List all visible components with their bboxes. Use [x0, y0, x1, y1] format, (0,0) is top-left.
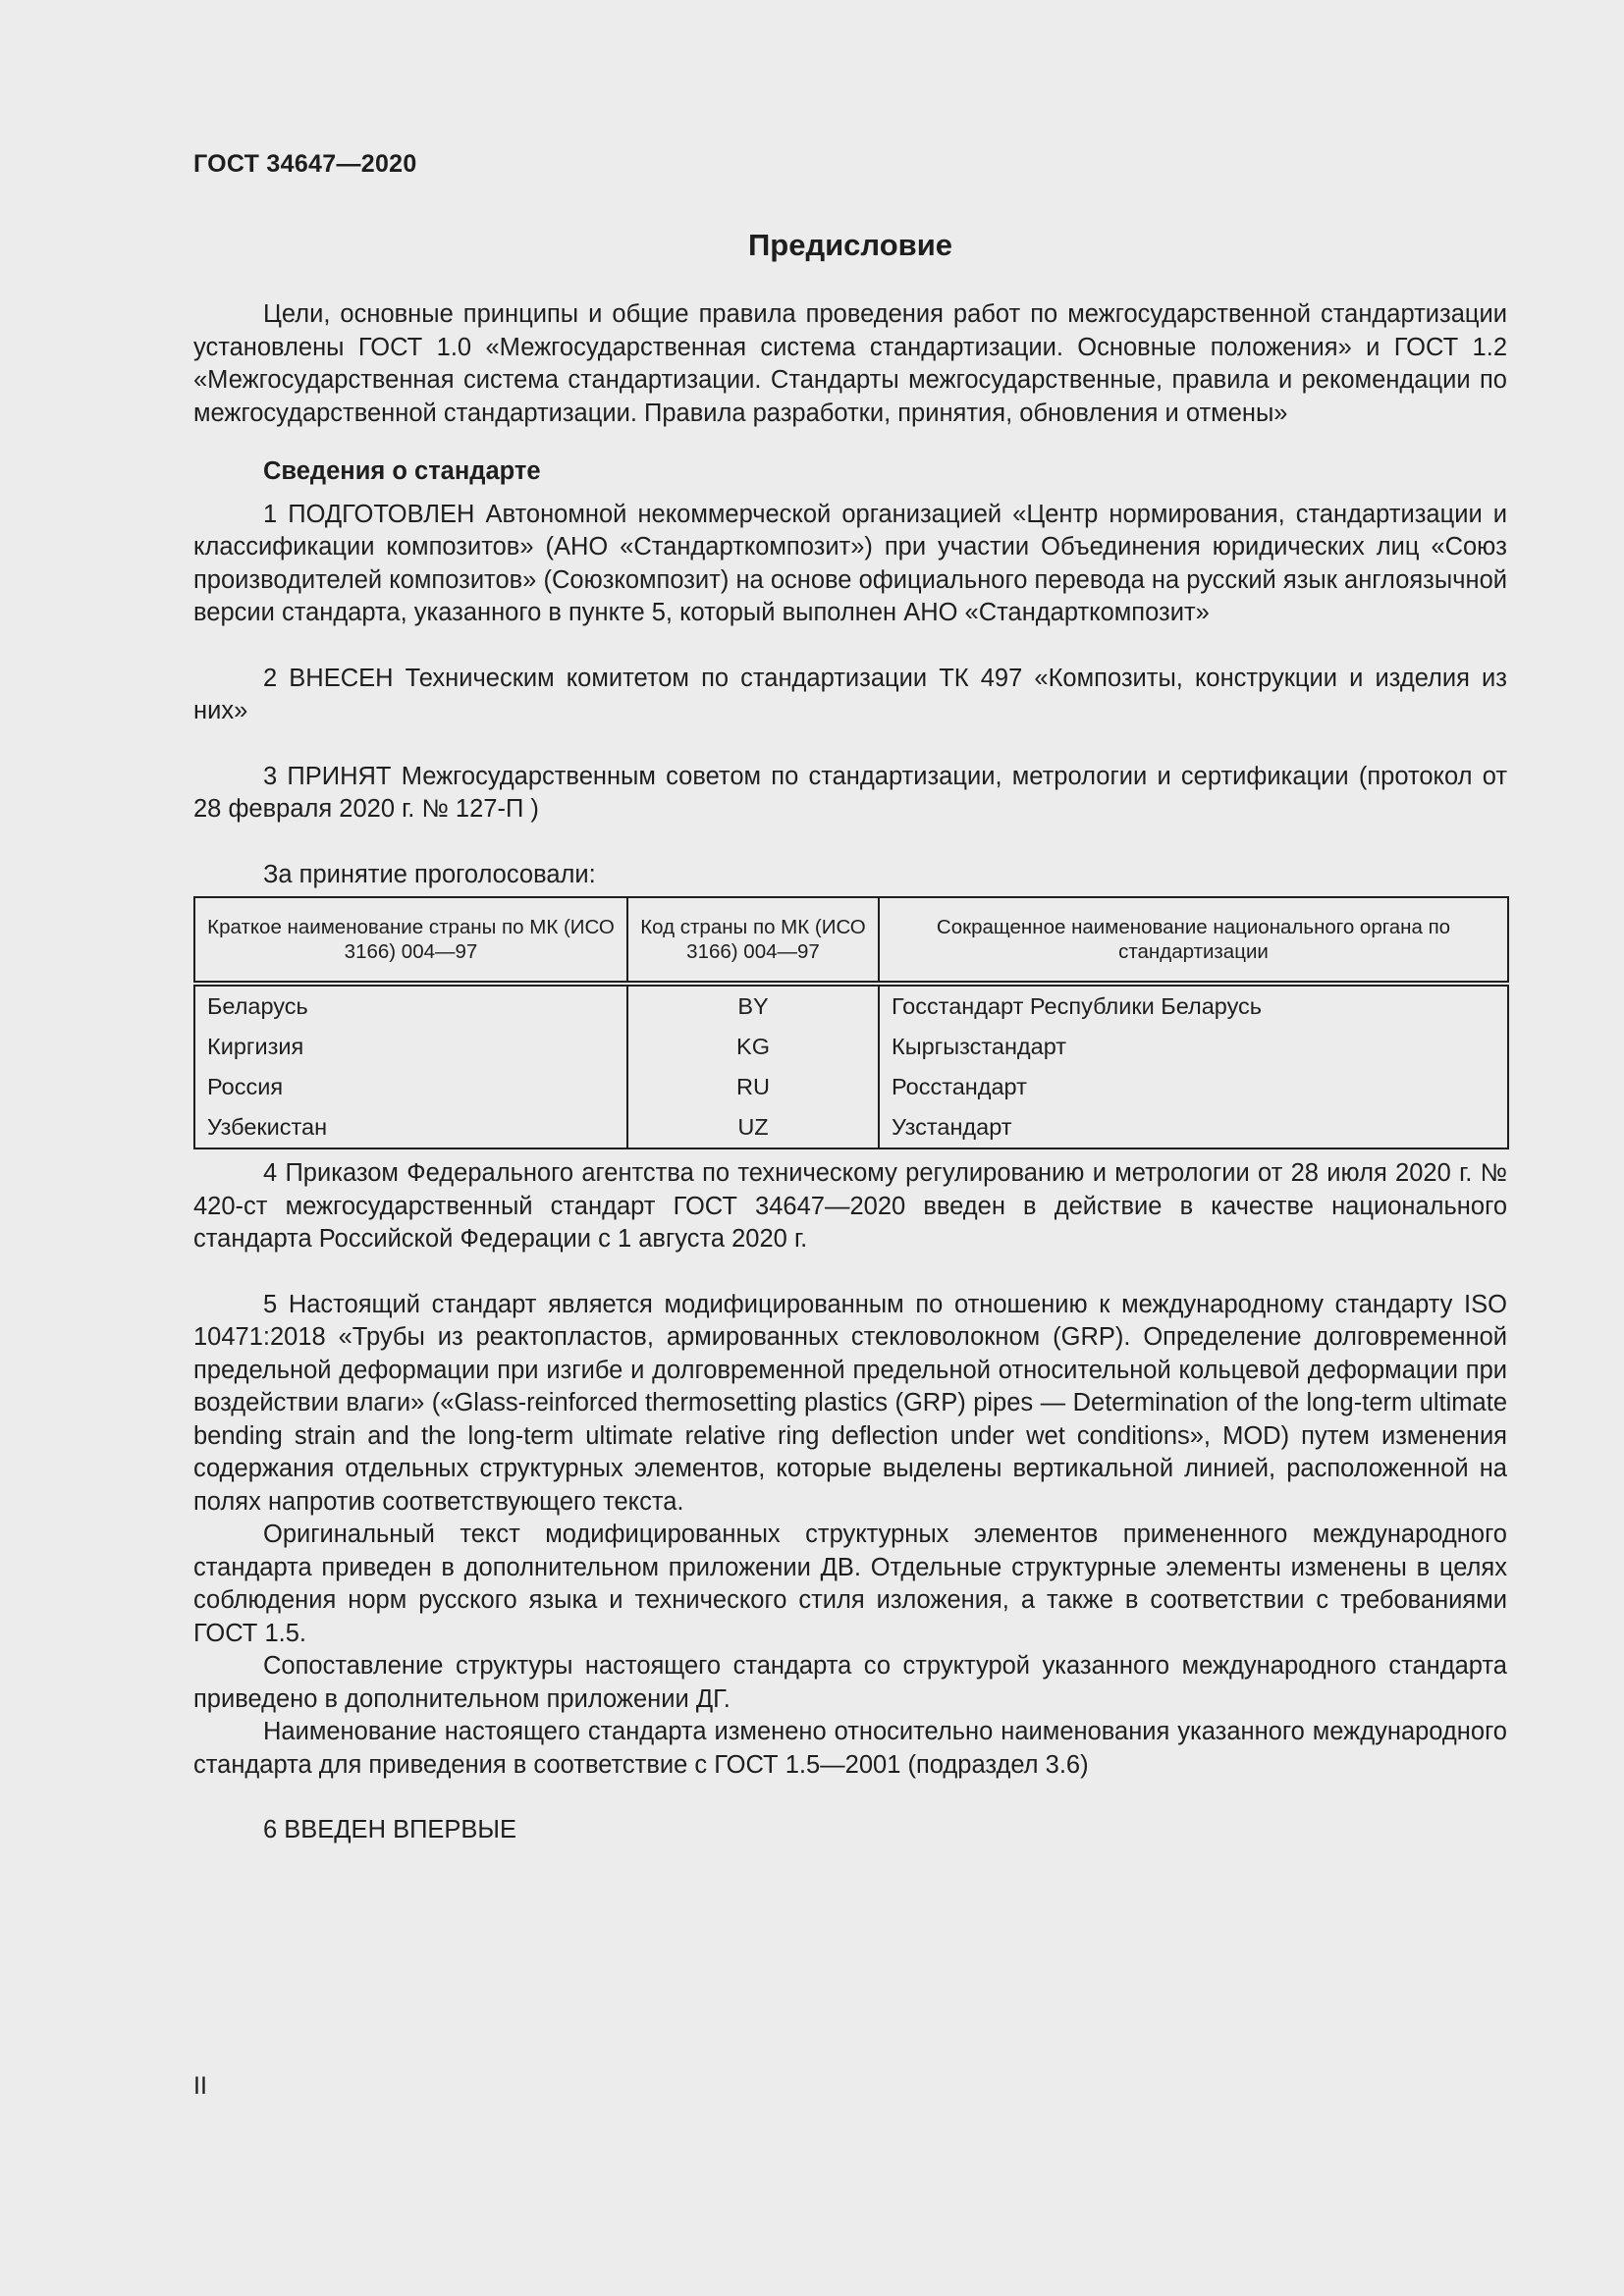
table-cell-body: Кыргызстандарт: [879, 1027, 1508, 1067]
table-cell-code: BY: [627, 984, 879, 1027]
table-cell-body: Узстандарт: [879, 1107, 1508, 1148]
table-header-country: Краткое наименование страны по МК (ИСО 3166) 004—97: [194, 897, 627, 984]
page-title: Предисловие: [747, 228, 952, 262]
table-cell-body: Росстандарт: [879, 1067, 1508, 1107]
item-4-paragraph: 4 Приказом Федерального агентства по техническому регулированию и метрологии от 28 июля 2020 г. № 420-ст межгосударственный стандарт ГОСТ 34647—2020 введен в действие в качестве национального стандарта Российской Федерации с 1 августа 2020 г.: [193, 1159, 1507, 1253]
table-cell-country: Узбекистан: [194, 1107, 627, 1148]
table-cell-country: Россия: [194, 1067, 627, 1107]
table-header-row: [194, 897, 1508, 984]
item-6-paragraph: 6 ВВЕДЕН ВПЕРВЫЕ: [263, 1816, 517, 1843]
item-3-paragraph: 3 ПРИНЯТ Межгосударственным советом по стандартизации, метрологии и сертификации (протокол от 28 февраля 2020 г. № 127-П ): [193, 762, 1507, 823]
document-page: [193, 147, 1507, 1847]
table-cell-country: Киргизия: [194, 1027, 627, 1067]
table-row: [194, 1107, 1508, 1148]
intro-paragraph: Цели, основные принципы и общие правила проведения работ по межгосударственной стандартизации установлены ГОСТ 1.0 «Межгосударственная система стандартизации. Основные положения» и ГОСТ 1.2 «Межгосударственная система стандартизации. Стандарты межгосударственные, правила и рекомендации по межгосударственной стандартизации. Правила разработки, принятия, обновления и отмены»: [193, 300, 1507, 427]
table-row: [194, 1067, 1508, 1107]
page-number: II: [193, 2072, 207, 2100]
item-5-paragraph-2: Оригинальный текст модифицированных структурных элементов примененного международного стандарта приведен в дополнительном приложении ДВ. Отдельные структурные элементы изменены в целях соблюдения норм русского языка и технического стиля изложения, а также в соответствии с требованиями ГОСТ 1.5.: [193, 1521, 1507, 1647]
voting-table: [193, 896, 1509, 1149]
table-cell-code: KG: [627, 1027, 879, 1067]
table-row: [194, 984, 1508, 1027]
section-heading: Сведения о стандарте: [263, 457, 541, 485]
table-header-code: Код страны по МК (ИСО 3166) 004—97: [627, 897, 879, 984]
item-5-paragraph-3: Сопоставление структуры настоящего стандарта со структурой указанного международного стандарта приведено в дополнительном приложении ДГ.: [193, 1652, 1507, 1713]
table-header-body: Сокращенное наименование национального органа по стандартизации: [879, 897, 1508, 984]
table-row: [194, 1027, 1508, 1067]
table-cell-code: UZ: [627, 1107, 879, 1148]
item-2-paragraph: 2 ВНЕСЕН Техническим комитетом по стандартизации ТК 497 «Композиты, конструкции и изделия из них»: [193, 664, 1507, 724]
voted-label: За принятие проголосовали:: [263, 860, 596, 888]
item-5-paragraph-4: Наименование настоящего стандарта изменено относительно наименования указанного международного стандарта для приведения в соответствие с ГОСТ 1.5—2001 (подраздел 3.6): [193, 1718, 1507, 1779]
table-cell-body: Госстандарт Республики Беларусь: [879, 984, 1508, 1027]
document-code: ГОСТ 34647—2020: [193, 150, 417, 178]
table-cell-country: Беларусь: [194, 984, 627, 1027]
item-5-paragraph: 5 Настоящий стандарт является модифицированным по отношению к международному стандарту ISO 10471:2018 «Трубы из реактопластов, армированных стекловолокном (GRP). Определение долговременной предельной деформации при изгибе и долговременной предельной относительной кольцевой деформации при воздействии влаги» («Glass-reinforced thermosetting plastics (GRP) pipes — Determination of the long-term ultimate bending strain and the long-term ultimate relative ring deflection under wet conditions», MOD) путем изменения содержания отдельных структурных элементов, которые выделены вертикальной линией, расположенной на полях напротив соответствующего текста.: [193, 1290, 1507, 1516]
table-cell-code: RU: [627, 1067, 879, 1107]
item-1-paragraph: 1 ПОДГОТОВЛЕН Автономной некоммерческой организацией «Центр нормирования, стандартизации и классификации композитов» (АНО «Стандарткомпозит») при участии Объединения юридических лиц «Союз производителей композитов» (Союзкомпозит) на основе официального перевода на русский язык англоязычной версии стандарта, указанного в пункте 5, который выполнен АНО «Стандарткомпозит»: [193, 500, 1507, 626]
